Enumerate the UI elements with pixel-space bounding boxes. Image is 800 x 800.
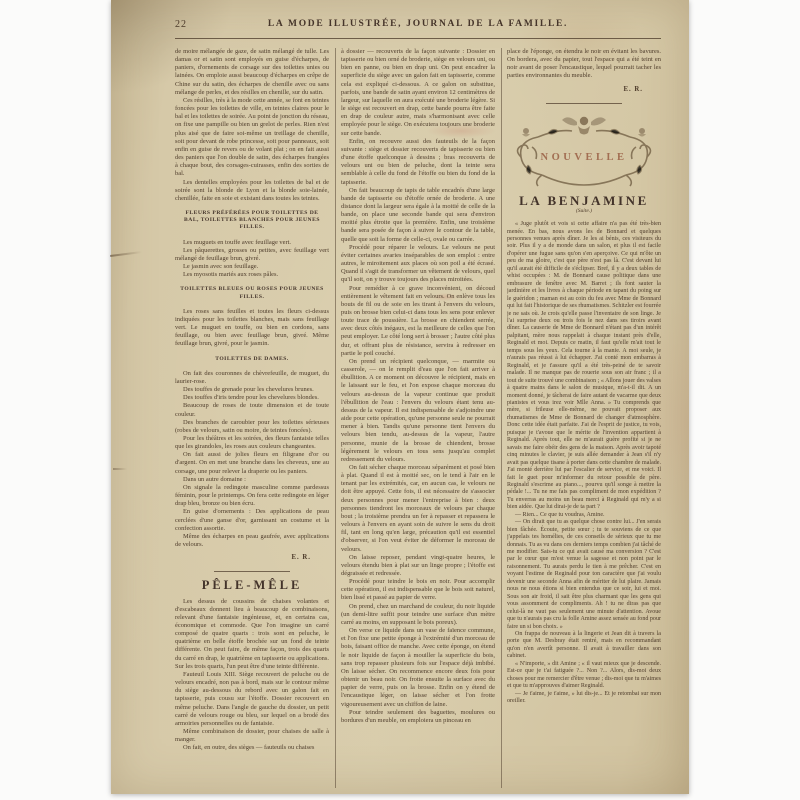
list-item: En guise d'ornements : Des applications de peau cerclées d'une ganse d'or, garnissant un costume et la confection assortie. bbox=[175, 508, 329, 532]
list-item: Pour les théâtres et les soirées, des fleurs fantaisie telles que les girandoles, les roses aux couleurs changeantes. bbox=[175, 435, 329, 451]
section-divider-rule bbox=[214, 571, 290, 572]
column-2 bbox=[341, 48, 495, 788]
paragraph: Fauteuil Louis XIII. Siège recouvert de peluche ou de velours encadré, non pas à bord, mais sur le contour même du siège au-dessous du rebord avec un galon fait en tapisserie, puis cousu sur l'étoffe. Dossier recouvert en même peluche. Dans l'angle de gauche du dossier, un petit carré de velours rouge ou bleu, sur lequel on a brodé des armoiries personnelles ou de fantaisie. bbox=[175, 670, 329, 727]
paragraph: On fait, en outre, des sièges — fauteuils ou chaises bbox=[183, 744, 315, 752]
paragraph: On verse ce liquide dans un vase de faïence commune, et l'on fixe une petite éponge à l'extrémité d'un morceau de bois, faisant office de manche. Avec cette éponge, on étend le noir liquide de façon à mouiller la superficie du bois, sans trop repasser plusieurs fois sur l'espace déjà imbibé. On laisse sécher. On recommence encore deux fois pour obtenir un beau noir. On frotte ensuite la surface avec du papier de verre, puis on la brosse. Enfin on y étend de l'encaustique léger, on laisse sécher et l'on frotte vigoureusement avec un chiffon de laine. bbox=[341, 627, 495, 708]
list-item: Des touffes d'iris tendre pour les chevelures blondes. bbox=[183, 394, 319, 402]
paragraph: Ces résilles, très à la mode cette année, se font en teintes foncées pour les toilettes de ville, en teintes claires pour le bal et les toilettes de soirée. Au point de jonction du réseau, on fixe une pampille ou bien un grelot de perles. Rien n'est plus aisé que de faire soi-même un treillage de chenille, soit pour devant de robe princesse, soit pour panneaux, soit enfin en guise de revers ou de volant plat ; on en fait aussi des paniers que l'on double de satin, des écharpes frangées à chaque bout, des corsages-cuirasses, enfin des sorties de bal. bbox=[175, 96, 329, 178]
column-3 bbox=[507, 48, 661, 788]
author-signature: E. R. bbox=[291, 554, 311, 562]
magazine-page-scan bbox=[111, 0, 689, 794]
section-heading-toilettes-bleues: TOILETTES BLEUES OU ROSES POUR JEUNES FILLES. bbox=[180, 286, 324, 300]
paragraph: On prend, chez un marchand de couleur, du noir liquide (un demi-litre suffit pour teindre une surface d'un mètre carré au moins, en supposant le bois poreux). bbox=[341, 602, 495, 626]
story-paragraph: — Je t'aime, je t'aime, » lui dis-je... Et je retombai sur mon oreiller. bbox=[507, 690, 661, 705]
paragraph: Pour remédier à ce grave inconvénient, on découd entièrement le vêtement fait en velours. On enlève tous les bouts de fil ou de soie en les tirant à l'envers du velours, puis on brosse bien celui-ci dans tous les sens pour enlever toute trace de poussière. La brosse en chiendent serrée, avec deux côtés inégaux, est la meilleure de celles que l'on peut employer. Le côté long sert à brosser ; l'autre côté plus dur, et offrant plus de résistance, servira à redresser en partie le poil couché. bbox=[341, 284, 495, 357]
story-paragraph: « N'importe, » dit Amine ; « il vaut mieux que je descende. Est-ce que je t'ai fatiguée ?... Non ?... Alors, dis-moi deux choses pour me remercier d'être venue ; dis-moi que tu m'aimes et que tu m'approuves d'aimer Reginald. bbox=[507, 660, 661, 690]
pele-mele-title: PÊLE-MÊLE bbox=[201, 578, 303, 593]
cherub-icon bbox=[522, 128, 530, 137]
section-heading-toilettes-dames: TOILETTES DE DAMES. bbox=[215, 355, 289, 362]
cherub-icon bbox=[562, 117, 606, 135]
list-item: Les muguets en touffe avec feuillage vert. bbox=[183, 238, 292, 246]
paragraph: Procédé pour teindre le bois en noir. Pour accomplir cette opération, il est indispensable que le bois soit naturel, bien lissé et passé au papier de verre. bbox=[341, 578, 495, 602]
list-item: Même des écharpes en peau gaufrée, avec applications de velours. bbox=[175, 532, 329, 549]
folio-number: 22 bbox=[175, 19, 187, 30]
story-paragraph: On frappa de nouveau à la lingerie et Jean dit à travers la porte que M. Desbray était rentré, mais en recommandant qu'on n'en avertît personne. Il avait à travailler dans son cabinet. bbox=[507, 631, 661, 660]
paragraph: Même combinaison de dossier, pour chaises de salle à manger. bbox=[175, 728, 329, 744]
fold-crease-mark bbox=[110, 251, 142, 257]
column-1-paragraphs bbox=[175, 48, 329, 203]
list-item: Le jasmin avec son feuillage. bbox=[183, 263, 259, 271]
dames-list bbox=[175, 370, 329, 549]
story-subtitle: (Suite.) bbox=[575, 207, 593, 214]
paragraph: On fait sécher chaque morceau séparément et posé bien à plat. Quand il est à moitié sec, on le tend à l'air en le tenant par les extrémités, car, en aucun cas, le velours ne doit être appuyé. Cette fois, il est nécessaire de s'associer deux personnes pour mener l'entreprise à bien : deux personnes tiendront les morceaux de velours par chaque bout ; la troisième prendra un fer à repasser et repassera le velours à l'envers en ayant soin de suivre le sens du droit fil, tant en long qu'en large, précaution qu'il est essentiel d'observer, si l'on veut éviter de déformer le morceau de velours. bbox=[341, 463, 495, 553]
list-item: Dans un autre domaine : bbox=[183, 475, 246, 483]
ornament-label: NOUVELLE bbox=[540, 151, 628, 163]
story-paragraph: « Juge plutôt et vois si cette affaire n'a pas été très-bien menée. En bas, nous avons les de Bonnard et quelques personnes venues après dîner. Je les ai bénis, ces visiteurs du soir. Plus il y a de monde dans un salon, et plus il est facile d'opérer une fugue sans qu'on s'en aperçoive. Ce qui m'ôte un peu de ma gloire, c'est que père n'est pas là. C'est devant lui qu'il aurait été difficile de s'éclipser. Bref, il y a deux tables de whist occupées : M. de Bonnard cause politique dans une embrasure de fenêtre avec M. Barret ; ils font sauter la jardinière et les livres à chaque période en tapant du poing sur le guéridon ; maman est au coin du feu avec Mme de Bonnard qui lui fait l'historique de ses rhumatismes. Schitzler est fourrée je ne sais où. Je crois qu'elle passe l'inventaire de son linge. Je l'ai surprise deux ou trois fois le nez dans ses tiroirs avant dîner. La causerie de Mme de Bonnard n'étant pas d'un intérêt palpitant, mère nous rappelait à chaque instant près d'elle, Reginald et moi. Depuis ce matin, il faut qu'elle m'ait tout le temps sous les yeux. Cela tourne à la manie. A moi seule, je n'aurais pas réussi à lui échapper. J'ai conté mon embarras à Reginald, et je t'assure qu'il a été très-peiné de te savoir malade. Il ne manque pas de rouerie sous son air franc ; il a tout de suite trouvé une combinaison ; « Allons jouer des valses à quatre mains dans le salon de musique, m'a-t-il dit. A un moment donné, je tâcherai de faire autant de vacarme que deux pianistes et vous irez voir Mlle Anna. » Tu comprends que mère, si frileuse elle-même, ne pouvait proposer aux rhumatismes de Mme de Bonnard de changer d'atmosphère. Donc cette idée était parfaite. J'ai de l'esprit de justice, tu vois, puisque je t'avoue que le mérite de l'invention appartient à Reginald. Après tout, elle ne m'aurait guère profité si je ne savais me faire obéir des gens de la maison. Après avoir tapoté cinq minutes le clavier, je suis allée demander à Jean s'il n'y avait pas quelque tisane à porter dans cette chambre de malade. J'ai monté derrière lui par l'escalier de service, et me voici. Il fait le guet pour m'informer du retour possible de père. Reginald s'escrime au piano..., pourvu qu'il songe à mettre la pédale !... Tu ne me fais pas compliment de mon expédition ? Tu enverras au moins un beau merci à Reginald qui m'y a si bien aidée. Que lui dirai-je de ta part ? bbox=[507, 221, 661, 511]
paragraph: Les dentelles employées pour les toilettes de bal et de soirée sont la blonde de Lyon et la blonde soie-lainée, chenillée, faite en soie et existant dans toutes les teintes. bbox=[175, 178, 329, 202]
list-item: On fait des couronnes de chèvrefeuille, de muguet, du laurier-rose. bbox=[175, 369, 329, 385]
list-item: On fait aussi de jolies fleurs en filigrane d'or ou d'argent. On en met une branche dans les cheveux, une au corsage, une pour relever la draperie ou les paniers. bbox=[175, 451, 329, 475]
paragraph: à dossier — recouverts de la façon suivante : Dossier en tapisserie ou bien orné de broderie, siège en velours uni, ou bien en panne, ou bien en drap uni. On peut encadrer la superficie du siège avec un galon fait en tapisserie, comme cela est expliqué ci-dessous. A ce galon on substitue, parfois, une bande de satin ayant environ 12 centimètres de largeur, sur laquelle on aura exécuté une broderie légère. Si le siège est recouvert en drap, cette bande pourra être faite en drap de couleur autre, mais s'harmonisant avec celle employée pour le siège. On exécutera toujours une broderie sur cette bande. bbox=[341, 48, 495, 137]
text-columns bbox=[175, 48, 661, 788]
page-header bbox=[175, 0, 661, 47]
list-item: Beaucoup de roses de toute dimension et de toute couleur. bbox=[175, 402, 329, 418]
list-item: Les myosotis mariés aux roses pâles. bbox=[183, 271, 279, 279]
paragraph: Les roses sans feuilles et toutes les fleurs ci-dessus indiquées pour les toilettes blanches, mais sans feuillage vert. Le muguet en touffe, ou bien en cordons, sans feuillage, ou bien avec feuillage brun, givré. Même feuillage brun, givré, pour le jasmin. bbox=[175, 307, 329, 348]
section-divider-rule bbox=[546, 103, 622, 104]
engraving-cartouche bbox=[508, 113, 660, 189]
column-rule-1 bbox=[329, 48, 341, 788]
story-paragraph: — On dirait que tu as quelque chose contre lui... J'en serais bien fâchée. Écoute, petite sœur ; tu te souviens de ce que j'appelais tes homélies, de ces conseils de sérieux que tu me donnais. Tu as vu dans ces derniers temps combien j'ai tâché de me modifier. Sais-tu ce qui avait causé ma conversion ? C'est par le cœur que m'est venue la sagesse et non point par le raisonnement. Tu aurais perdu le tien à me prêcher. C'est en voyant l'estime de Reginald pour ton caractère que j'ai voulu devenir une seconde Anna afin de mériter de lui plaire. Jamais nous ne nous étions si bien entendus que ce soir, lui et moi. Sous son air froid, il sait être plus charmant que les gens qui vous assomment de compliments. Ah ! tu ne diras pas que celui-là ne vaut pas seulement une minute d'attention. Avoue que tu n'aurais pas cru la folle Amine assez sensée au fond pour faire un si bon choix. » bbox=[507, 519, 661, 630]
column-2-paragraphs bbox=[341, 48, 495, 725]
paragraph: On prend un récipient quelconque, — marmite ou casserole, — on le remplit d'eau que l'on fait arriver à ébullition. A ce moment on découvre le récipient, mais en le laissant sur le feu, et l'on expose chaque morceau du velours au-dessus de la vapeur continue que produit l'ébullition de l'eau : l'envers du velours étant tenu au-dessus de la vapeur. Il est indispensable de s'adjoindre une aide pour cette opération, qu'une personne seule ne pourrait mener à bien. Tandis qu'une personne tient l'envers du velours bien tendu, au-dessus de la vapeur, l'autre personne, munie de la brosse de chiendent, brosse légèrement le velours en tous sens jusqu'au complet redressement du velours. bbox=[341, 357, 495, 463]
paragraph: place de l'éponge, on étendra le noir en évitant les bavures. On bordera, avec du papier, tout l'espace qui a été teint en noir avant de poser l'encaustique, lequel pourrait tacher les parties environnantes du meuble. bbox=[507, 48, 661, 80]
fold-crease-mark bbox=[113, 468, 127, 470]
story-paragraphs bbox=[507, 221, 661, 705]
paragraph: On laisse reposer, pendant vingt-quatre heures, le velours étendu bien à plat sur un linge propre ; l'étoffe est dégraissée et redressée. bbox=[341, 553, 495, 577]
header-rule bbox=[175, 38, 661, 39]
paragraph: de moire mélangée de gaze, de satin mélangé de tulle. Les damas or et satin sont employés en guise d'écharpes, de paniers, d'ornements de corsage sur des toilettes unies ou lainées. On emploie aussi beaucoup d'écharpes en crêpe de Chine sur du satin, des écharpes de chenille avec ou sans mélange de perles, et des résilles en chenille, sur du satin. bbox=[175, 48, 329, 96]
section-heading-fleurs: FLEURS PRÉFÉRÉES POUR TOILETTES DE BAL, TOILETTES BLANCHES POUR JEUNES FILLES. bbox=[184, 209, 320, 231]
list-item: On signale la redingote masculine comme pardessus féminin, pour le printemps. On fera cette redingote en léger drap bleu, bronze ou bien écru. bbox=[175, 483, 329, 508]
pele-mele-paragraphs bbox=[175, 598, 329, 753]
author-signature: E. R. bbox=[623, 85, 643, 93]
cherub-icon bbox=[638, 128, 646, 137]
paragraph: Pour teindre seulement des baguettes, moulures ou bordures d'un meuble, on emploiera un pinceau en bbox=[341, 708, 495, 724]
story-title: LA BENJAMINE bbox=[519, 192, 649, 208]
nouvelle-ornament bbox=[507, 113, 661, 189]
masthead-title: LA MODE ILLUSTRÉE, JOURNAL DE LA FAMILLE. bbox=[267, 19, 569, 29]
paragraph: Les dessus de coussins de chaises volantes et d'escabeaux donnent lieu à beaucoup de combinaisons, relevant d'une fantaisie ingénieuse, et, en certains cas, économique et commode. Que l'on imagine un carré composé de quatre quarts : trois sont en peluche, le quatrième en belle étoffe brochée sur un fond de teinte différente. On peut faire, de même façon, trois des quarts du carré en drap, le quatrième en tapisserie ou applications. Sur les trois quarts, l'un peut être d'une teinte différente. bbox=[175, 597, 329, 670]
list-item: Des touffes de grenade pour les chevelures brunes. bbox=[183, 386, 314, 394]
column-1 bbox=[175, 48, 329, 788]
list-item: Les pâquerettes, grosses ou petites, avec feuillage vert mélangé de feuillage brun, givré. bbox=[175, 246, 329, 262]
paragraph: Enfin, on recouvre aussi des fauteuils de la façon suivante : siège et dossier recouverts de tapisserie ou bien d'une étoffe quelconque à dessins ; bras recouverts de velours uni ou bien de peluche, dont la teinte sera semblable à celle du fond de l'étoffe ou bien du fond de la tapisserie. bbox=[341, 137, 495, 186]
fleurs-list bbox=[175, 239, 329, 280]
list-item: Des branches de caroubier pour les toilettes sérieuses (robes de velours, satin ou moire, de teintes foncées). bbox=[175, 418, 329, 434]
story-paragraph: — Rien... Ce que tu voudras, Amine. bbox=[515, 511, 605, 518]
paragraph: Procédé pour réparer le velours. Le velours ne peut éviter certaines avaries inséparables de son emploi : entre autres, le miroitement aux places où son poil a été écrasé. Quand il s'agit de transformer un vêtement de velours, quel qu'il soit, on y trouve toujours des places miroitées. bbox=[341, 243, 495, 284]
paragraph: On fait beaucoup de tapis de table encadrés d'une large bande de tapisserie ou d'étoffe ornée de broderie. A une distance dont la largeur sera égale à la moitié de celle de la bande, on place une seconde bande qui sera d'environ moitié plus étroite que la première. Enfin, une troisième bande sera posée de façon à suivre le contour de la table, quelle que soit la forme de celle-ci, ovale ou carrée. bbox=[341, 186, 495, 243]
column-rule-2 bbox=[495, 48, 507, 788]
